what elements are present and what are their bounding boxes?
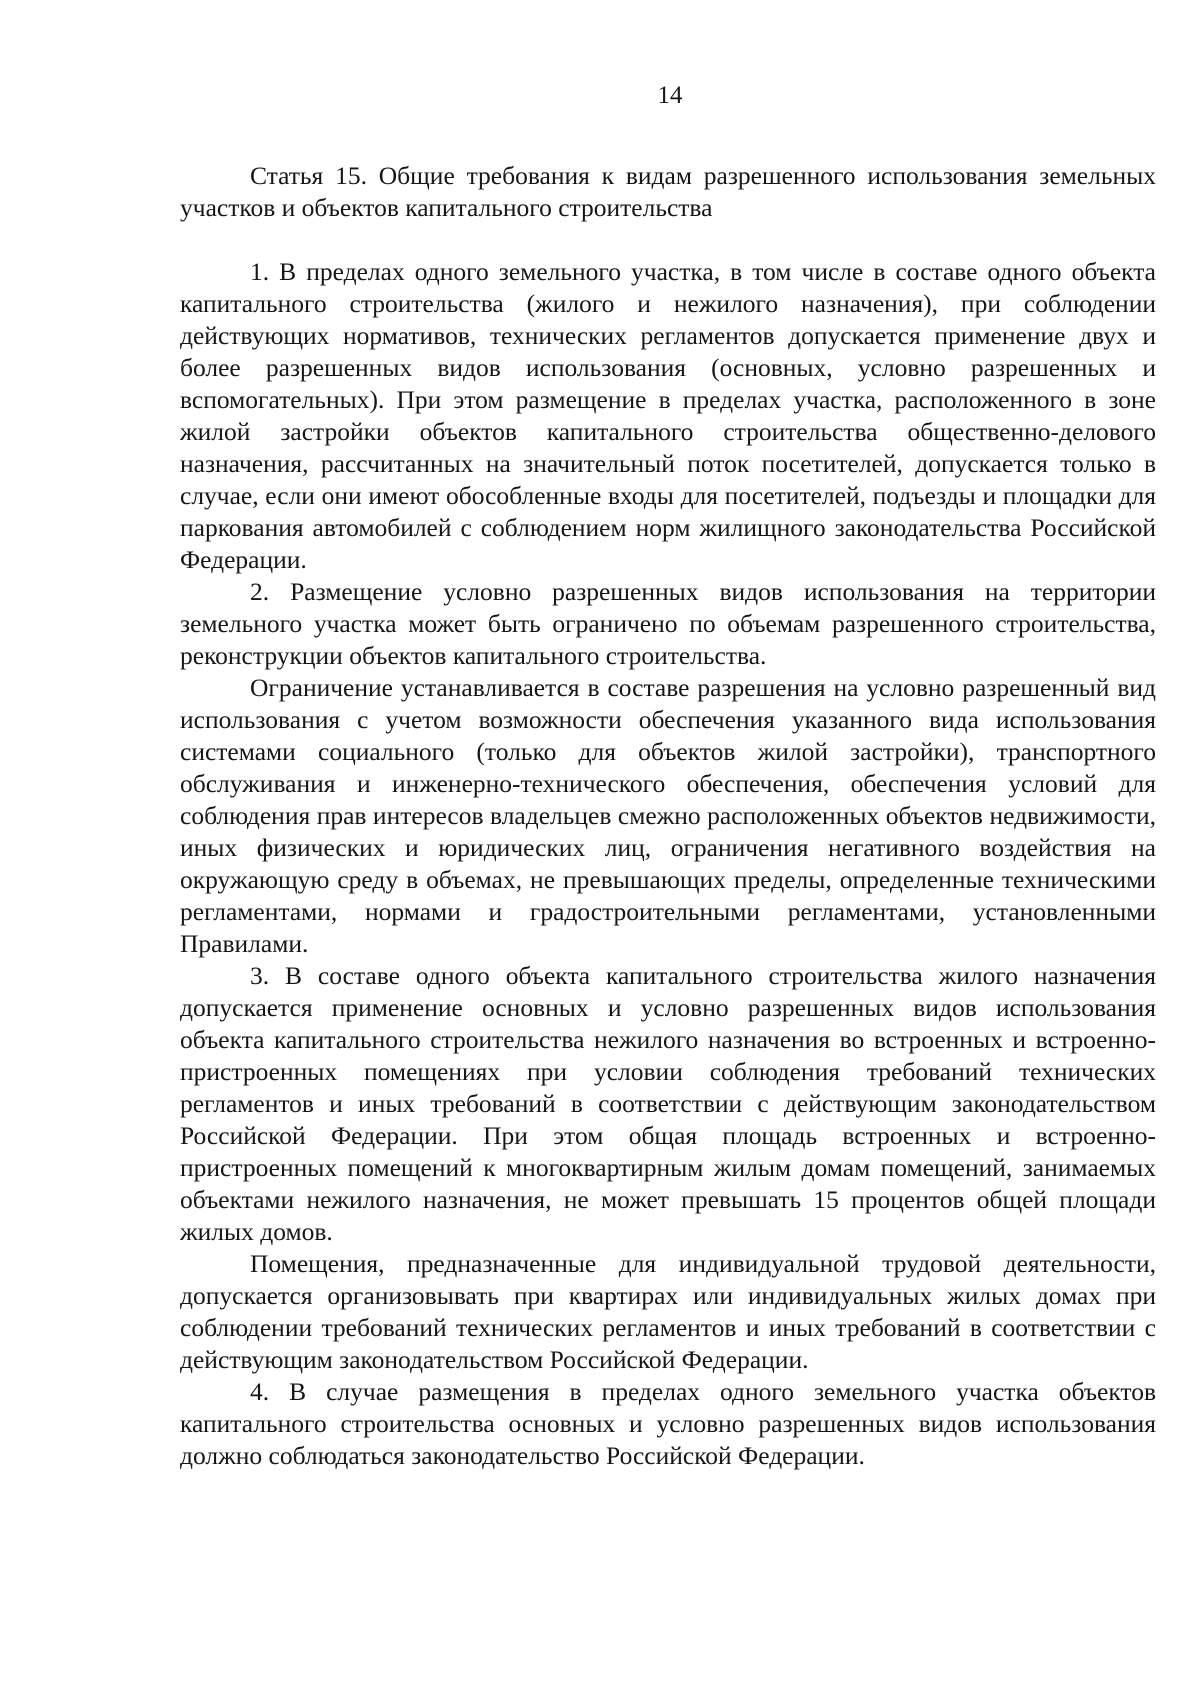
paragraph-2-continuation: Ограничение устанавливается в составе разрешения на условно разрешенный вид использования с учетом возможности обеспечения указанного вида использования системами социального (только для объектов жилой застройки), транспортного обслуживания и инженерно-технического обеспечения, обеспечения условий для соблюдения прав интересов владельцев смежно расположенных объектов недвижимости, иных физических и юридических лиц, ограничения негативного воздействия на окружающую среду в объемах, не превышающих пределы, определенные техническими регламентами, нормами и градостроительными регламентами, установленными Правилами. [180,673,1156,958]
paragraph-3: 3. В составе одного объекта капитального строительства жилого назначения допускается применение основных и условно разрешенных видов использования объекта капитального строительства нежилого назначения во встроенных и встроенно-пристроенных помещениях при условии соблюдения требований технических регламентов и иных требований в соответствии с действующим законодательством Российской Федерации. При этом общая площадь встроенных и встроенно-пристроенных помещений к многоквартирным жилым домам помещений, занимаемых объектами нежилого назначения, не может превышать 15 процентов общей площади жилых домов. [180,961,1156,1246]
paragraph-3-continuation: Помещения, предназначенные для индивидуальной трудовой деятельности, допускается организовывать при квартирах или индивидуальных жилых домах при соблюдении требований технических регламентов и иных требований в соответствии с действующим законодательством Российской Федерации. [180,1249,1156,1374]
page-number: 14 [657,82,683,109]
paragraph-1: 1. В пределах одного земельного участка, в том числе в составе одного объекта капитального строительства (жилого и нежилого назначения), при соблюдении действующих нормативов, технических регламентов допускается применение двух и более разрешенных видов использования (основных, условно разрешенных и вспомогательных). При этом размещение в пределах участка, расположенного в зоне жилой застройки объектов капитального строительства общественно-делового назначения, рассчитанных на значительный поток посетителей, допускается только в случае, если они имеют обособленные входы для посетителей, подъезды и площадки для паркования автомобилей с соблюдением норм жилищного законодательства Российской Федерации. [180,257,1156,574]
article-title: Статья 15. Общие требования к видам разрешенного использования земельных участков и объектов капитального строительства [180,161,1156,222]
paragraph-4: 4. В случае размещения в пределах одного земельного участка объектов капитального строительства основных и условно разрешенных видов использования должно соблюдаться законодательство Российской Федерации. [180,1377,1156,1470]
paragraph-2: 2. Размещение условно разрешенных видов использования на территории земельного участка может быть ограничено по объемам разрешенного строительства, реконструкции объектов капитального строительства. [180,577,1156,670]
document-body [180,160,1156,1472]
